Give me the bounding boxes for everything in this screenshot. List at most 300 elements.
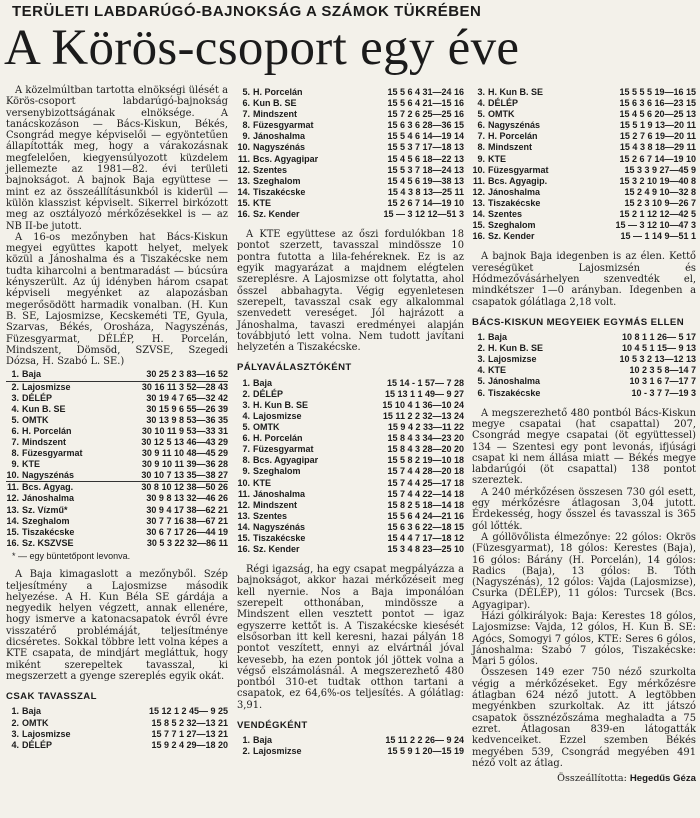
- table-cell: 4.: [11, 403, 19, 414]
- table-cell: 10 5 3 2 13—12 13: [619, 354, 696, 365]
- table-cell: 4.: [242, 410, 250, 421]
- table-row: [237, 735, 464, 746]
- table-cell: 15 2 3 10 9—26 7: [624, 197, 696, 208]
- table-row: [237, 165, 464, 176]
- table-row: [472, 87, 696, 98]
- table-cell: Lajosmizse: [253, 746, 302, 757]
- table-row: [6, 470, 228, 482]
- table-cell: 15 5 3 7 17—18 13: [387, 142, 464, 153]
- table-cell: H. Kun B. SE: [253, 399, 309, 410]
- table-row: [237, 422, 464, 433]
- table-cell: 15 11 2 2 26— 9 24: [385, 735, 464, 746]
- table-cell: Baja: [253, 377, 273, 388]
- table-cell: 15 8 5 2 32—13 21: [151, 717, 228, 728]
- table-cell: KTE: [488, 153, 506, 164]
- table-cell: Kun B. SE: [253, 98, 297, 109]
- table-cell: 15 — 3 12 12—51 3: [383, 209, 464, 220]
- table-row: [472, 376, 696, 387]
- table-cell: 14.: [472, 209, 485, 220]
- table-cell: Sz. Kender: [253, 544, 300, 555]
- table-row: [472, 131, 696, 142]
- table-cell: 13.: [237, 510, 250, 521]
- home-table: [237, 378, 464, 556]
- table-cell: 10.: [237, 477, 250, 488]
- table-row: [6, 415, 228, 426]
- table-cell: 15 3 4 8 23—25 10: [387, 544, 464, 555]
- table-cell: 15 5 9 1 20—15 19: [387, 746, 464, 757]
- table-cell: Füzesgyarmat: [253, 444, 314, 455]
- table-cell: 2.: [477, 343, 485, 354]
- table-row: [472, 142, 696, 153]
- table-cell: 7.: [477, 131, 485, 142]
- table-cell: 2.: [11, 381, 19, 392]
- table-cell: 1.: [242, 377, 250, 388]
- table-cell: 4.: [11, 739, 19, 750]
- table-row: [472, 154, 696, 165]
- table-cell: H. Kun B. SE: [488, 343, 544, 354]
- table-cell: Bcs. Agyagipar: [253, 153, 319, 164]
- table-cell: 16.: [237, 544, 250, 555]
- table-cell: KTE: [22, 459, 40, 470]
- table-cell: 5.: [11, 414, 19, 425]
- table-row: [6, 538, 228, 549]
- table-row: [6, 482, 228, 494]
- table-cell: Tiszakécske: [488, 197, 541, 208]
- table-cell: 15.: [472, 220, 485, 231]
- table-cell: DÉLÉP: [22, 392, 53, 403]
- table-cell: 13.: [6, 504, 19, 515]
- table-cell: 10 8 1 1 26— 5 17: [621, 332, 696, 343]
- table-cell: 30 7 7 16 38—67 21: [146, 515, 228, 526]
- table-cell: 7.: [242, 444, 250, 455]
- table-cell: 1.: [477, 332, 485, 343]
- bk-table: [472, 332, 696, 399]
- table-cell: 12.: [6, 493, 19, 504]
- table-cell: 15 4 5 6 19—38 13: [387, 175, 464, 186]
- table-row: [237, 411, 464, 422]
- table-cell: 11.: [472, 175, 485, 186]
- table-row: [6, 729, 228, 740]
- table-row: [472, 332, 696, 343]
- table-cell: 9.: [242, 466, 250, 477]
- table-cell: 15.: [6, 526, 19, 537]
- intro-paragraph: A 16-os mezőnyben hat Bács-Kiskun megyei együttes kapott helyet, melyek közül a Jánoshalma és a Tiszakécske nem tudta kiharcolni a bentmaradást — búcsúra kényszerült. Az új idényben három csapat képviseli megyénket az alapozásban megerősödött harmadik vonalban. (H. Kun B. SE, Lajosmizse, Kecskeméti TE, Gyula, Szarvas, Békés, Orosháza, Nagyszénás, Füzesgyarmat, DÉLÉP, H. Porcelán, Mindszent, Dömsöd, SZVSE, Szegedi Dózsa, H. Szabó L. SE.): [6, 231, 228, 368]
- table-cell: 5.: [477, 376, 485, 387]
- table-cell: 6.: [477, 387, 485, 398]
- table-cell: 15 2 1 12 12—42 5: [619, 209, 696, 220]
- table-cell: 15 10 4 1 36—10 24: [382, 399, 464, 410]
- table-row: [237, 500, 464, 511]
- table-row: [6, 381, 228, 393]
- away-paragraph: A bajnok Baja idegenben is az élen. Kettő vereségüket Lajosmizsén és Hódmezővásárhelyen szenvedték el, mindkétszer 1—0 arányban. Idegenben a csapatok gólátlaga 2,18 volt.: [472, 251, 696, 308]
- table-cell: Szentes: [253, 164, 288, 175]
- table-cell: 9.: [11, 459, 19, 470]
- table-row: [237, 433, 464, 444]
- table-cell: 12.: [472, 186, 485, 197]
- table-cell: 15 6 3 6 22—18 15: [387, 521, 464, 532]
- table-cell: 30 9 4 17 38—62 21: [146, 504, 228, 515]
- table-cell: 4.: [477, 98, 485, 109]
- table-row: [237, 511, 464, 522]
- table-row: [237, 378, 464, 389]
- bk-title: BÁCS-KISKUN MEGYEIEK EGYMÁS ELLEN: [472, 316, 685, 328]
- table-cell: Jánoshalma: [253, 131, 306, 142]
- table-row: [6, 706, 228, 717]
- table-cell: 3.: [477, 354, 485, 365]
- table-cell: 15 3 3 9 27—45 9: [624, 164, 696, 175]
- table-cell: Bcs. Agyag.: [22, 482, 74, 493]
- table-row: [6, 404, 228, 415]
- table-cell: 15 — 1 14 9—51 1: [620, 231, 696, 242]
- credit-name: Hegedűs Géza: [629, 773, 696, 785]
- table-cell: OMTK: [22, 414, 49, 425]
- table-cell: Bcs. Agyagipar: [253, 455, 319, 466]
- table-cell: Nagyszénás: [22, 470, 105, 482]
- table-cell: 6.: [477, 120, 485, 131]
- table-cell: 30 9 10 11 39—36 28: [141, 459, 228, 470]
- table-cell: Szentes: [253, 510, 288, 521]
- table-row: [6, 369, 228, 381]
- table-cell: 30 19 4 7 65—32 42: [146, 392, 228, 403]
- table-row: [237, 142, 464, 153]
- table-cell: 30 9 11 10 48—45 29: [141, 448, 228, 459]
- table-cell: H. Porcelán: [488, 131, 538, 142]
- table-row: [237, 131, 464, 142]
- column-3: [472, 85, 696, 784]
- table-row: [6, 527, 228, 538]
- table-cell: Lajosmizse: [22, 728, 71, 739]
- table-row: [237, 120, 464, 131]
- stats-paragraph: A megszerezhető 480 pontból Bács-Kiskun megye csapatai (hat csapattal) 207, Csongrád megye csapatai (öt együttessel) 134 — Szentesi egy pont levonás, ifjúsági csapat ki nem állása miatt — Békés megye labdarúgói (öt csapattal) 138 pontot szereztek.: [472, 407, 696, 487]
- table-cell: 2.: [242, 388, 250, 399]
- table-row: [237, 455, 464, 466]
- table-cell: 7.: [11, 436, 19, 447]
- credit-label: Összeállította:: [557, 773, 627, 785]
- table-row: [6, 493, 228, 504]
- stats-paragraph: Összesen 149 ezer 750 néző szurkolta végig a mérkőzéseket. Egy mérkőzésre átlagban 624 néző jutott. A legtöbben megyénkben szurkoltak. Az itt játszó csapatok össznézőszáma meghaladta a 75 ezret. Átlagosan 839-en látogatták kedvenceiket. Ezzel szemben Békés megyében 539, Csongrád megyében 491 néző volt az átlag.: [472, 667, 696, 769]
- table-cell: Baja: [22, 706, 42, 717]
- table-row: [6, 448, 228, 459]
- table-cell: 11.: [6, 482, 19, 493]
- table-row: [472, 209, 696, 220]
- table-row: [472, 98, 696, 109]
- table-cell: 15 2 6 7 14—19 10: [619, 153, 696, 164]
- table-row: [237, 522, 464, 533]
- table-row: [237, 400, 464, 411]
- stats-paragraph: A 240 mérkőzésen összesen 730 gól esett, egy mérkőzésre átlagosan 3,04 jutott. Érdekesség, hogy ősszel és tavasszal is 365 gól lőtték.: [472, 486, 696, 532]
- column-1: [6, 85, 228, 753]
- table-cell: 15 3 2 10 19—40 8: [619, 175, 696, 186]
- table-cell: 2.: [11, 717, 19, 728]
- table-cell: 15 2 4 9 10—32 8: [624, 186, 696, 197]
- table-cell: Lajosmizse: [253, 410, 302, 421]
- table-cell: Jánoshalma: [488, 186, 541, 197]
- table-row: [472, 231, 696, 242]
- table-row: [472, 176, 696, 187]
- table-cell: Baja: [488, 332, 508, 343]
- table-cell: 30 16 11 3 52—28 43: [141, 381, 228, 392]
- table-cell: 8.: [11, 448, 19, 459]
- table-cell: 15 6 3 6 16—23 15: [619, 98, 696, 109]
- table-cell: 15 5 3 7 18—24 13: [387, 164, 464, 175]
- table-cell: 10.: [6, 470, 22, 482]
- column-2: [237, 85, 464, 760]
- table-row: [6, 426, 228, 437]
- table-row: [472, 187, 696, 198]
- table-cell: Lajosmizse: [22, 381, 71, 392]
- away-title: VENDÉGKÉNT: [237, 720, 308, 732]
- table-cell: 16.: [237, 209, 250, 220]
- table-row: [237, 478, 464, 489]
- table-cell: Szeghalom: [253, 175, 301, 186]
- table-cell: Nagyszénás: [488, 120, 541, 131]
- table-cell: 12.: [237, 164, 250, 175]
- table-cell: Tiszakécske: [253, 186, 306, 197]
- table-row: [237, 489, 464, 500]
- stats-paragraph: A góllövőlista élmezőnye: 22 gólos: Okrös (Füzesgyarmat), 18 gólos: Kerestes (Baja), 16 gólos: Bárány (H. Porcelán), 14 gólos: Radics (Baja), 13 gólos: B. Tóth (Nagyszénás), 12 gólos: Vajda (Lajosmizse), Csurka (DÉLÉP), 11 gólos: Turcsek (Bcs. Agyagipar).: [472, 531, 696, 611]
- table-cell: KTE: [488, 365, 506, 376]
- table-cell: 16.: [6, 537, 19, 548]
- table-cell: Füzesgyarmat: [22, 448, 83, 459]
- table-row: [6, 393, 228, 404]
- table-cell: 15 7 2 6 25—25 16: [387, 109, 464, 120]
- table-cell: 10 - 3 7 7—19 3: [631, 387, 696, 398]
- table-row: [472, 365, 696, 376]
- table-cell: 8.: [242, 455, 250, 466]
- table-cell: 30 12 5 13 46—43 29: [141, 436, 228, 447]
- table-cell: Tiszakécske: [253, 533, 306, 543]
- table-cell: 11.: [237, 153, 250, 164]
- table-cell: 12.: [237, 499, 250, 510]
- table-cell: 13.: [472, 197, 485, 208]
- table-cell: 15 4 5 6 20—25 13: [619, 109, 696, 120]
- table-row: [6, 740, 228, 751]
- table-row: [472, 109, 696, 120]
- table-cell: 30 5 3 22 32—86 11: [146, 537, 228, 548]
- table-cell: 6.: [11, 425, 19, 436]
- table-cell: 15 9 2 4 29—18 20: [151, 739, 228, 750]
- table-cell: 10 2 3 5 8—14 7: [629, 365, 696, 376]
- table-cell: Jánoshalma: [22, 493, 75, 504]
- table-cell: 15 2 7 6 19—20 11: [619, 131, 696, 142]
- table-row: [237, 109, 464, 120]
- table-row: [472, 220, 696, 231]
- table-cell: Tiszakécske: [488, 387, 541, 398]
- table-cell: Szeghalom: [488, 220, 536, 231]
- table-cell: 15 7 4 4 22—14 18: [387, 488, 464, 499]
- table-cell: 8.: [242, 120, 250, 131]
- table-row: [472, 388, 696, 399]
- table-cell: 10 3 1 6 7—17 7: [629, 376, 696, 387]
- table-row: [6, 505, 228, 516]
- table-cell: 15 5 4 6 14—19 14: [387, 131, 464, 142]
- table-cell: 15 5 6 4 31—24 16: [387, 87, 464, 97]
- table-row: [472, 343, 696, 354]
- table-cell: 1.: [6, 369, 22, 381]
- table-cell: 15 4 3 8 13—25 11: [387, 186, 464, 197]
- table-cell: Szeghalom: [253, 466, 301, 477]
- table-cell: Kun B. SE: [22, 403, 66, 414]
- table-cell: 15 5 5 5 19—16 15: [619, 87, 696, 97]
- table-cell: 13.: [237, 175, 250, 186]
- home-paragraph: Régi igazság, ha egy csapat megpályázza a bajnokságot, akkor hazai mérkőzéseit meg kell nyernie. Nos a Baja imponálóan szerepelt otthonában, mindössze a Mindszent ellen vesztett pontot — igaz egyszerre kettőt is. A Tiszakécske kiesését elsősorban itt kell keresni, hazai pályán 18 pontot veszített, ennyi az elvártnál jóval kevesebb, ha ezen pontok jól jöttek volna a végső elszámolásnál. A megszerezhető 480 pontból 310-et tudtak otthon tartani a csapatok, ez 64,6%-os teljesítés. A gólátlag: 3,91.: [237, 564, 464, 711]
- table-cell: Jánoshalma: [253, 488, 306, 499]
- table-cell: 6.: [242, 433, 250, 444]
- table-cell: 11.: [237, 488, 250, 499]
- headline: A Körös-csoport egy éve: [4, 20, 520, 76]
- table-cell: 30 6 7 17 26—44 19: [146, 526, 228, 537]
- baja-paragraph: A Baja kimagaslott a mezőnyből. Szép teljesítmény a Lajosmizse második helyezése. A H. Kun Béla SE gárdája a negyedik helyen végzett, annak ellenére, hogy ismerve a katonacsapatok évről évre visszatérő problémáját, teljesítménye dicséretes. Sokkal többre lett volna képes a KTE csapata, de mindjárt megláttuk, hogy miként szerepeltek tavasszal, ki megszerzett a gyenge szereplés egyik okát.: [6, 569, 228, 682]
- table-cell: Sz. Vízmű*: [22, 504, 68, 515]
- away-table: [237, 735, 464, 757]
- spring-title: CSAK TAVASSZAL: [6, 691, 97, 703]
- table-cell: 30 8 10 12 38—50 26: [141, 482, 228, 493]
- table-cell: 15 8 4 3 28—20 20: [387, 444, 464, 455]
- table-row: [237, 444, 464, 455]
- table-cell: 30 10 7 13 35—38 27: [105, 470, 228, 482]
- table-cell: DÉLÉP: [22, 739, 53, 750]
- table-cell: 15 8 2 5 18—14 18: [387, 499, 464, 510]
- table-cell: 15 8 4 3 34—23 20: [387, 433, 464, 444]
- table-cell: 15 5 1 9 13—20 11: [619, 120, 696, 131]
- table-cell: 15 4 3 8 18—29 11: [619, 142, 696, 153]
- table-cell: 15 2 6 7 14—19 10: [387, 197, 464, 208]
- table-cell: KTE: [253, 477, 271, 488]
- table-cell: OMTK: [488, 109, 515, 120]
- table-cell: Füzesgyarmat: [488, 164, 549, 175]
- table-cell: 15 — 3 12 10—47 3: [615, 220, 696, 231]
- table-row: [237, 209, 464, 220]
- table-cell: 15 13 1 1 49— 9 27: [384, 388, 464, 399]
- table-cell: Jánoshalma: [488, 376, 541, 387]
- table-cell: 15 5 6 4 24—21 16: [387, 510, 464, 521]
- table-cell: 3.: [242, 399, 250, 410]
- table-cell: 15 7 7 1 27—13 21: [151, 728, 228, 739]
- kicker: TERÜLETI LABDARÚGÓ-BAJNOKSÁG A SZÁMOK TÜKRÉBEN: [12, 3, 482, 20]
- table-cell: Sz. Kender: [488, 231, 535, 242]
- table-row: [237, 87, 464, 98]
- table-cell: 8.: [477, 142, 485, 153]
- table-cell: Nagyszénás: [253, 142, 306, 153]
- table-cell: H. Porcelán: [253, 433, 303, 444]
- table-cell: DÉLÉP: [253, 388, 284, 399]
- table-cell: Bcs. Agyagip.: [488, 175, 548, 186]
- table-cell: 6.: [242, 98, 250, 109]
- table-cell: 15 5 6 4 21—15 16: [387, 98, 464, 109]
- table-row: [237, 389, 464, 400]
- table-row: [237, 544, 464, 555]
- table-cell: OMTK: [22, 717, 49, 728]
- table-cell: 3.: [11, 728, 19, 739]
- table-cell: 15 14 - 1 57— 7 28: [386, 377, 464, 388]
- table-cell: 1.: [11, 706, 19, 717]
- table-cell: Tiszakécske: [22, 526, 75, 537]
- table-row: [237, 176, 464, 187]
- table-row: [237, 198, 464, 209]
- table-cell: 14.: [237, 521, 250, 532]
- table-cell: 30 15 9 6 55—26 39: [146, 403, 228, 414]
- table-row: [237, 746, 464, 757]
- table-cell: 30 10 11 9 53—33 31: [141, 425, 228, 436]
- table-cell: Mindszent: [488, 142, 532, 153]
- kte-paragraph: A KTE együttese az őszi fordulókban 18 pontot szerzett, tavasszal mindössze 10 pontra futotta a lila-fehéreknek. Ez is az egyik magyarázat a majdnem elégtelen szereplésre. A Lajosmizse ott folytatta, ahol ősszel abbahagyta. Végig egyenletesen szerepelt, tavasszal csak egy alkalommal szenvedett vereséget. Jól hajrázott a Jánoshalma, tavaszi eredményei alapján továbbjutó lett volna. Nem tudott javítani helyzetén a Tiszakécske.: [237, 229, 464, 354]
- table-cell: 30 13 9 8 53—36 35: [146, 414, 228, 425]
- table-cell: 14.: [237, 186, 250, 197]
- table-cell: 5.: [242, 422, 250, 433]
- table-cell: Szeghalom: [22, 515, 70, 526]
- table-row: [237, 154, 464, 165]
- table-cell: 15 7 4 4 25—17 18: [387, 477, 464, 488]
- table-cell: 15 11 2 2 32—13 24: [382, 410, 464, 421]
- stats-paragraph: Házi gólkirályok: Baja: Kerestes 18 gólos, Lajosmizse: Vajda, 12 gólos, H. Kun B. SE: Agócs, Somogyi 7 gólos, KTE: Seres 6 gólos, Jánoshalma: Szabó 7 gólos, Tiszakécske: Mari 5 gólos.: [472, 611, 696, 668]
- table-cell: 4.: [477, 365, 485, 376]
- table-cell: 3.: [11, 392, 19, 403]
- table-row: [472, 354, 696, 365]
- table-row: [237, 533, 464, 544]
- table-row: [472, 165, 696, 176]
- table-cell: Mindszent: [253, 109, 297, 120]
- table-cell: 15.: [237, 533, 250, 543]
- home-title: PÁLYAVÁLASZTÓKÉNT: [237, 362, 352, 374]
- table-cell: 15 12 1 2 45— 9 25: [148, 706, 228, 717]
- intro-paragraph: A közelmúltban tartotta elnökségi ülését a Körös-csoport labdarúgó-bajnokság versenybizottságának elnöksége. A tanácskozáson — Bács-Kiskun, Békés, Csongrád megye képviselői — egyöntetűen állapították meg, hogy a várakozásnak megfelelően, kiegyensúlyozott küzdelem jellemezte az 1981—82. évi területi bajnokságot. A bajnok Baja együttese — mint ez az összeállításunkból is kiderül — külön klasszist képviselt. Sikerrel birkózott meg az osztályozó mérkőzésekkel is — az NB II-be jutott.: [6, 85, 228, 232]
- table-cell: 10.: [472, 164, 485, 175]
- final-table: [6, 369, 228, 549]
- table-cell: Mindszent: [22, 436, 66, 447]
- table-cell: 16.: [472, 231, 485, 242]
- table-cell: 15 9 4 2 33—11 22: [387, 422, 464, 433]
- table-cell: 3.: [477, 87, 485, 97]
- spring-table: [6, 706, 228, 750]
- table-cell: Szentes: [488, 209, 523, 220]
- table-row: [472, 198, 696, 209]
- table-cell: OMTK: [253, 422, 280, 433]
- credit: [472, 773, 696, 784]
- table-row: [6, 718, 228, 729]
- table-cell: 15 7 4 4 28—20 18: [387, 466, 464, 477]
- table-cell: 15 4 5 6 18—22 13: [387, 153, 464, 164]
- table-cell: Sz. Kender: [253, 209, 300, 220]
- table-row: [6, 459, 228, 470]
- table-cell: 15.: [237, 197, 250, 208]
- final-note: * — egy büntetőpont levonva.: [12, 550, 131, 561]
- table-cell: 2.: [242, 746, 250, 757]
- table-cell: Nagyszénás: [253, 521, 306, 532]
- table-row: [472, 120, 696, 131]
- table-cell: DÉLÉP: [488, 98, 519, 109]
- table-cell: 10.: [237, 142, 250, 153]
- table-cell: 30 25 2 3 83—16 52: [105, 369, 228, 381]
- table-cell: 9.: [242, 131, 250, 142]
- table-row: [237, 98, 464, 109]
- table-cell: 10 4 5 1 15— 9 13: [621, 343, 696, 354]
- table-cell: H. Porcelán: [22, 425, 72, 436]
- table-cell: H. Porcelán: [253, 87, 303, 97]
- table-cell: H. Kun B. SE: [488, 87, 544, 97]
- away-table-cont: [472, 87, 696, 242]
- table-row: [237, 466, 464, 477]
- table-cell: 9.: [477, 153, 485, 164]
- table-cell: KTE: [253, 197, 271, 208]
- spring-table-cont: [237, 87, 464, 220]
- table-cell: Baja: [22, 369, 105, 381]
- table-row: [6, 437, 228, 448]
- table-row: [6, 516, 228, 527]
- table-cell: 30 9 8 13 32—46 26: [146, 493, 228, 504]
- table-cell: 7.: [242, 109, 250, 120]
- table-cell: Füzesgyarmat: [253, 120, 314, 131]
- table-cell: Mindszent: [253, 499, 297, 510]
